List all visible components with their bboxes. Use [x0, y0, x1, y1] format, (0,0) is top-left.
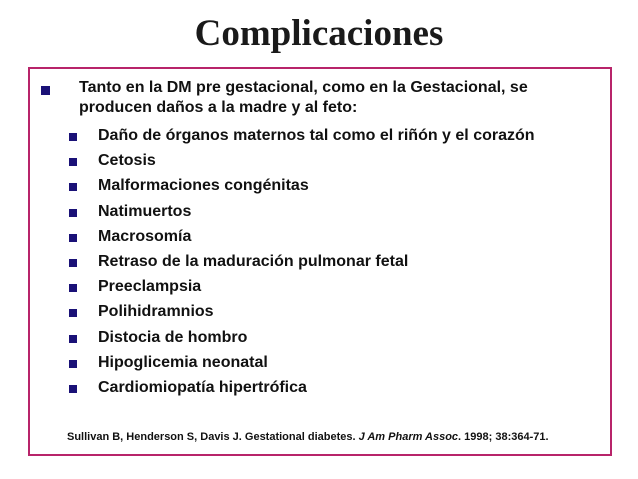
reference-end: .	[545, 431, 549, 443]
list-item-label: Daño de órganos maternos tal como el riñón y el corazón	[98, 127, 535, 144]
reference-journal: J Am Pharm Assoc	[358, 431, 459, 443]
list-item-label: Distocia de hombro	[98, 328, 248, 346]
square-bullet-icon	[69, 309, 77, 317]
list-item-label: Preeclampsia	[98, 278, 202, 296]
reference-citation	[67, 430, 549, 444]
slide-title: Complicaciones	[194, 13, 444, 54]
square-bullet-icon	[69, 209, 77, 217]
square-bullet-icon	[69, 259, 77, 267]
square-bullet-icon	[69, 335, 77, 343]
list-item-label: Macrosomía	[98, 227, 192, 245]
list-item-label: Polihidramnios	[98, 303, 214, 321]
square-bullet-icon	[69, 360, 77, 368]
list-item-label: Cetosis	[98, 152, 156, 170]
square-bullet-icon	[69, 385, 77, 393]
list-item	[0, 328, 560, 352]
list-item	[0, 277, 560, 301]
square-bullet-icon	[69, 158, 77, 166]
list-item-label: Natimuertos	[98, 202, 192, 220]
list-item	[0, 378, 560, 402]
square-bullet-icon	[69, 133, 77, 141]
reference-details: . 1998; 38:364-71	[458, 431, 546, 443]
square-bullet-icon	[69, 183, 77, 191]
list-item-label: Hipoglicemia neonatal	[98, 353, 268, 371]
list-item	[0, 252, 560, 276]
list-item	[0, 176, 560, 200]
list-item	[0, 353, 560, 377]
square-bullet-icon	[69, 284, 77, 292]
list-item	[0, 202, 560, 226]
list-item-label: Cardiomiopatía hipertrófica	[98, 379, 307, 396]
main-bullet-text: Tanto en la DM pre gestacional, como en la Gestacional, se producen daños a la madre y al feto:	[79, 79, 528, 116]
square-bullet-icon	[41, 86, 50, 95]
list-item-label: Malformaciones congénitas	[98, 177, 309, 195]
list-item	[0, 151, 560, 175]
list-item	[0, 126, 560, 150]
list-item	[0, 227, 560, 251]
list-item	[0, 302, 560, 326]
reference-authors: Sullivan B, Henderson S, Davis J. Gestational diabetes.	[67, 431, 359, 443]
square-bullet-icon	[69, 234, 77, 242]
list-item-label: Retraso de la maduración pulmonar fetal	[98, 253, 409, 270]
